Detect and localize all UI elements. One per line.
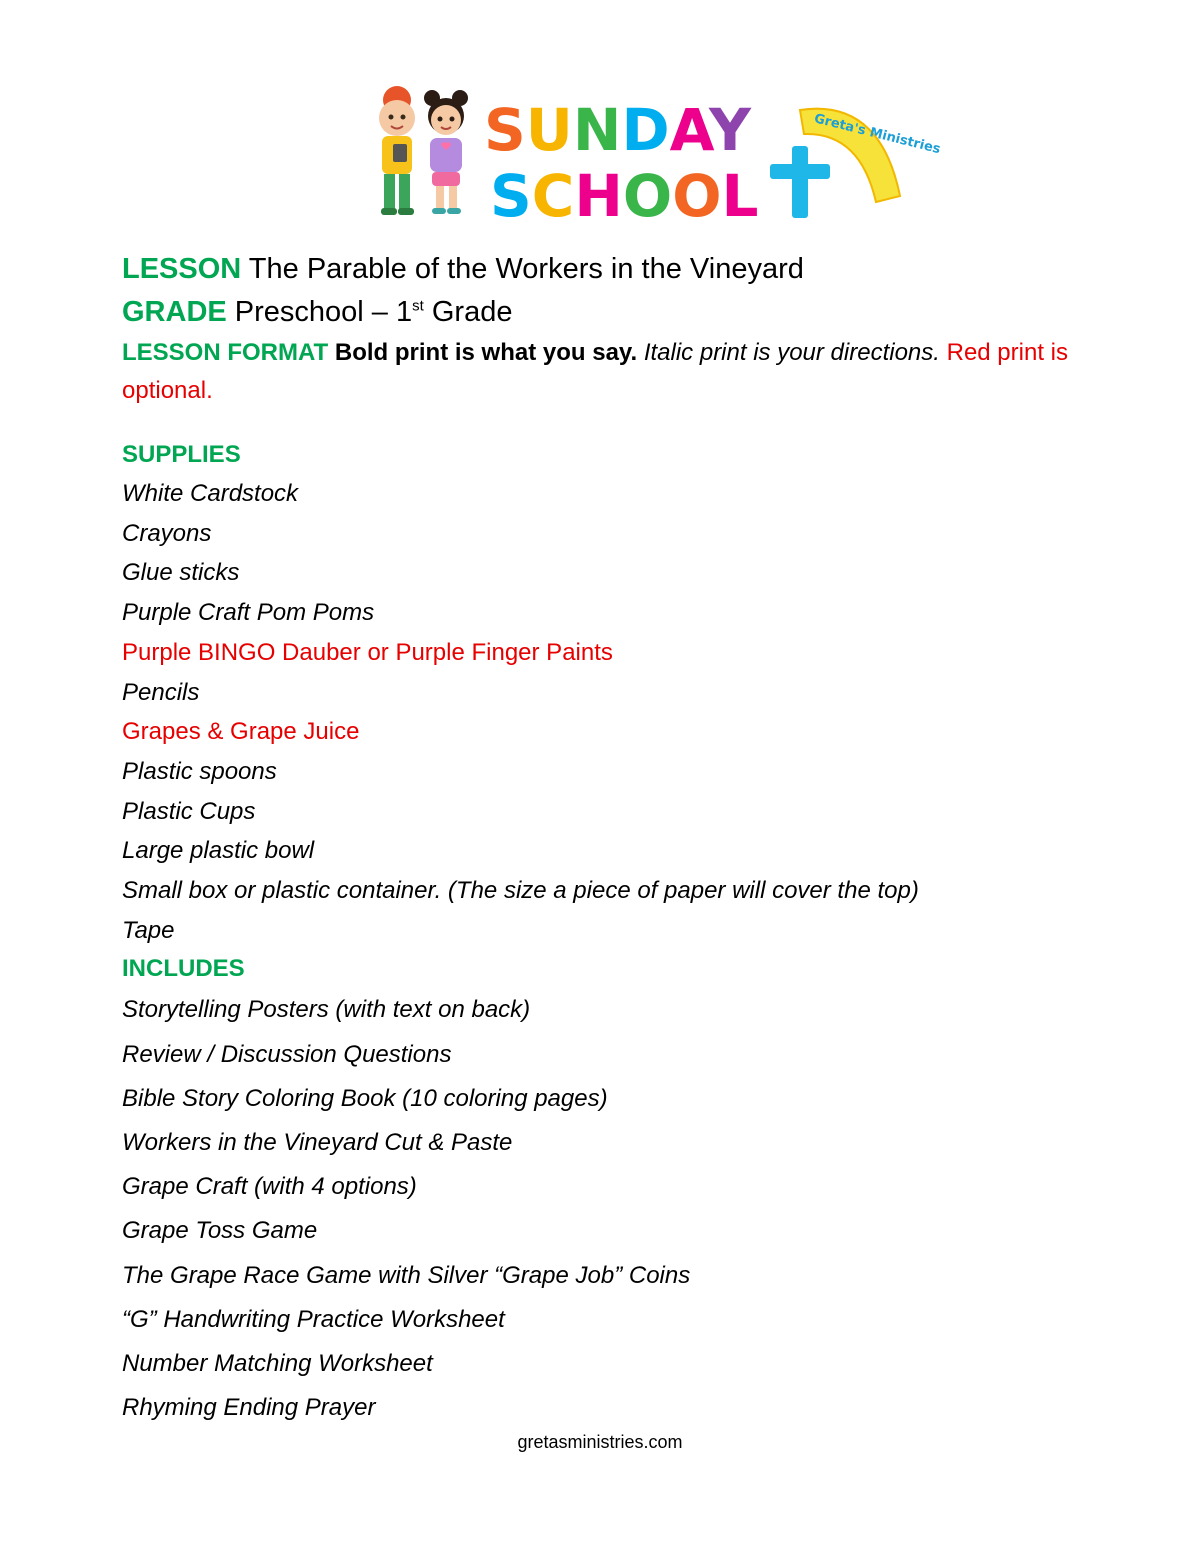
grade-value: Preschool – 1st Grade [234, 296, 513, 328]
lesson-title-line [122, 248, 1082, 291]
supplies-heading: SUPPLIES [122, 441, 241, 468]
supply-item: Tape [122, 916, 175, 944]
include-item: Review / Discussion Questions [122, 1040, 452, 1068]
lesson-content [122, 248, 1082, 1430]
format-italic-text: Italic print is your directions. [643, 339, 940, 366]
include-item: “G” Handwriting Practice Worksheet [122, 1305, 505, 1333]
gretas-ministries-badge [800, 109, 942, 202]
grade-label: GRADE [122, 296, 227, 328]
includes-heading: INCLUDES [122, 955, 245, 983]
supply-item: Purple BINGO Dauber or Purple Finger Paints [122, 638, 613, 666]
girl-illustration-icon [424, 90, 468, 214]
include-item: Grape Toss Game [122, 1217, 318, 1245]
include-item: Bible Story Coloring Book (10 coloring pages) [122, 1084, 608, 1112]
supply-item: Pencils [122, 678, 200, 706]
supply-item: Large plastic bowl [122, 837, 315, 865]
include-item: The Grape Race Game with Silver “Grape Job” Coins [122, 1261, 691, 1289]
include-item: Rhyming Ending Prayer [122, 1394, 376, 1422]
supply-item: Grapes & Grape Juice [122, 718, 360, 746]
supply-item: Small box or plastic container. (The size a piece of paper will cover the top) [122, 877, 919, 905]
footer-url: gretasministries.com [517, 1432, 683, 1452]
supplies-list [122, 474, 1082, 950]
sunday-school-logo [360, 88, 942, 230]
lesson-format-label: LESSON FORMAT [122, 339, 329, 366]
cross-icon [770, 146, 830, 218]
supply-item: Glue sticks [122, 559, 240, 587]
logo-sunday-text: SUNDAY [484, 96, 751, 164]
lesson-title: The Parable of the Workers in the Vineyard [248, 253, 804, 285]
include-item: Number Matching Worksheet [122, 1350, 433, 1378]
logo-school-text: SCHOOL [490, 162, 759, 230]
grade-line [122, 291, 1082, 334]
supply-item: Plastic spoons [122, 757, 277, 785]
include-item: Storytelling Posters (with text on back) [122, 996, 531, 1024]
svg-text:Greta's Ministries: Greta's Ministries [812, 111, 942, 158]
includes-list [122, 988, 1082, 1430]
format-bold-text: Bold print is what you say. [334, 339, 638, 366]
lesson-label: LESSON [122, 253, 242, 285]
boy-illustration-icon [379, 86, 415, 215]
include-item: Workers in the Vineyard Cut & Paste [122, 1129, 513, 1157]
include-item: Grape Craft (with 4 options) [122, 1173, 417, 1201]
format-red-text: Red print is optional. [122, 339, 1068, 404]
supply-item: Plastic Cups [122, 797, 256, 825]
supply-item: Crayons [122, 519, 212, 547]
lesson-format-line [122, 334, 1082, 410]
supply-item: Purple Craft Pom Poms [122, 599, 375, 627]
supply-item: White Cardstock [122, 480, 299, 507]
